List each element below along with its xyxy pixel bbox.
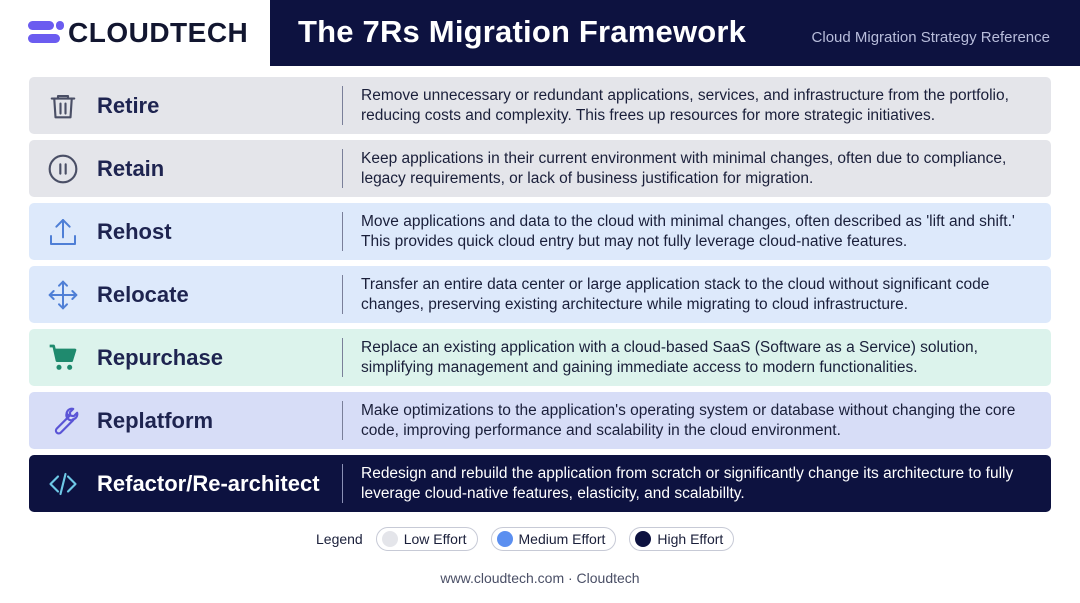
- legend-label: Legend: [316, 531, 363, 547]
- strategy-description: Transfer an entire data center or large application stack to the cloud without significant code changes, preserving existing architecture while migrating to cloud infrastructure.: [361, 276, 990, 313]
- legend-item-high-effort: [629, 527, 734, 551]
- legend-item-medium-effort: [491, 527, 617, 551]
- strategy-name: Refactor/Re-architect: [97, 471, 320, 496]
- row-divider: [342, 338, 343, 377]
- title-bar: [270, 0, 1080, 66]
- strategy-description: Remove unnecessary or redundant applications, services, and infrastructure from the portfolio, reducing costs and complexity. This frees up resources for more strategic initiatives.: [361, 87, 1009, 124]
- strategy-list: [29, 77, 1051, 518]
- legend-item-label: Medium Effort: [518, 531, 606, 547]
- strategy-row-rehost: [29, 203, 1051, 260]
- header: [0, 0, 1080, 66]
- strategy-row-repurchase: [29, 329, 1051, 386]
- wrench-icon: [47, 405, 79, 437]
- page-title: The 7Rs Migration Framework: [298, 14, 747, 49]
- row-divider: [342, 86, 343, 125]
- code-icon: [47, 468, 79, 500]
- strategy-row-retain: [29, 140, 1051, 197]
- strategy-name: Repurchase: [97, 345, 223, 370]
- legend-swatch: [635, 531, 651, 547]
- strategy-row-relocate: [29, 266, 1051, 323]
- strategy-description: Move applications and data to the cloud with minimal changes, often described as 'lift and shift.' This provides quick cloud entry but may not fully leverage cloud-native features.: [361, 213, 1015, 250]
- strategy-description: Replace an existing application with a cloud-based SaaS (Software as a Service) solution, simplifying management and gaining immediate access to modern functionalities.: [361, 339, 978, 376]
- legend-item-label: High Effort: [657, 531, 724, 547]
- cloudtech-logo-icon: [28, 21, 64, 45]
- strategy-row-replatform: [29, 392, 1051, 449]
- upload-icon: [47, 216, 79, 248]
- legend: [316, 527, 747, 551]
- strategy-description: Keep applications in their current environment with minimal changes, often due to compliance, legacy requirements, or lack of business justification for migration.: [361, 150, 1007, 187]
- trash-icon: [47, 90, 79, 122]
- strategy-row-retire: [29, 77, 1051, 134]
- strategy-name: Replatform: [97, 408, 214, 433]
- strategy-name: Rehost: [97, 219, 172, 244]
- legend-swatch: [497, 531, 513, 547]
- strategy-name: Retire: [97, 93, 160, 118]
- footer: www.cloudtech.com · Cloudtech: [440, 570, 640, 586]
- logo: [0, 0, 270, 66]
- row-divider: [342, 149, 343, 188]
- row-divider: [342, 401, 343, 440]
- strategy-name: Relocate: [97, 282, 189, 307]
- strategy-name: Retain: [97, 156, 165, 181]
- pause-icon: [47, 153, 79, 185]
- legend-swatch: [382, 531, 398, 547]
- shopping-cart-icon: [47, 342, 79, 374]
- logo-text: CLOUDTECH: [68, 17, 249, 48]
- row-divider: [342, 464, 343, 503]
- strategy-description: Redesign and rebuild the application from scratch or significantly change its architecture to fully leverage cloud-native features, elasticity, and scalabillty.: [361, 465, 1014, 502]
- strategy-description: Make optimizations to the application's operating system or database without changing the core code, improving performance and scalability in the cloud environment.: [361, 402, 1016, 439]
- page-subtitle: Cloud Migration Strategy Reference: [811, 29, 1050, 46]
- strategy-row-refactor: [29, 455, 1051, 512]
- legend-item-label: Low Effort: [403, 531, 467, 547]
- move-arrows-icon: [47, 279, 79, 311]
- row-divider: [342, 212, 343, 251]
- row-divider: [342, 275, 343, 314]
- legend-item-low-effort: [376, 527, 478, 551]
